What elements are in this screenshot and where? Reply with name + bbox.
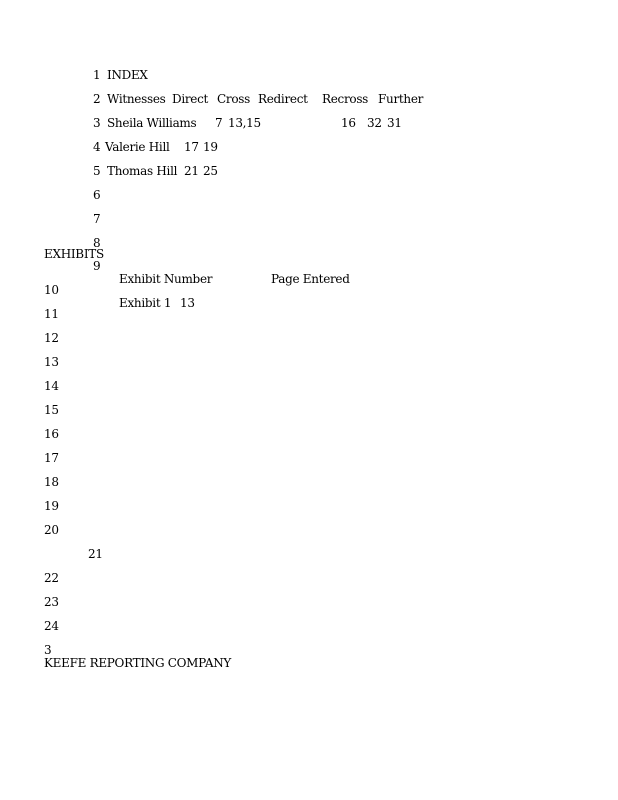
line-number: 5 bbox=[93, 164, 101, 178]
page-number: 3 bbox=[44, 643, 52, 657]
witness-name: Thomas Hill bbox=[107, 164, 178, 178]
line-number: 20 bbox=[44, 523, 59, 537]
line-number: 1 bbox=[93, 68, 101, 82]
column-header-exhibit-number: Exhibit Number bbox=[119, 272, 213, 286]
line-number: 12 bbox=[44, 331, 59, 345]
line-number: 13 bbox=[44, 355, 59, 369]
line-number: 17 bbox=[44, 451, 59, 465]
line-number: 22 bbox=[44, 571, 59, 585]
witness-name: Sheila Williams bbox=[107, 116, 197, 130]
exhibits-title: EXHIBITS bbox=[44, 247, 104, 261]
witness-direct-page: 17 bbox=[184, 140, 199, 154]
column-header-further: Further bbox=[378, 92, 424, 106]
line-number: 4 bbox=[93, 140, 101, 154]
exhibit-label: Exhibit 1 bbox=[119, 296, 172, 310]
witness-recross-page: 32 bbox=[367, 116, 382, 130]
column-header-page-entered: Page Entered bbox=[271, 272, 350, 286]
witness-further-page: 31 bbox=[387, 116, 402, 130]
line-number: 6 bbox=[93, 188, 101, 202]
index-title: INDEX bbox=[107, 68, 148, 82]
line-number: 19 bbox=[44, 499, 59, 513]
line-number: 11 bbox=[44, 307, 59, 321]
line-number: 14 bbox=[44, 379, 59, 393]
witness-name: Valerie Hill bbox=[105, 140, 170, 154]
line-number: 7 bbox=[93, 212, 101, 226]
column-header-witnesses: Witnesses bbox=[107, 92, 166, 106]
line-number: 2 bbox=[93, 92, 101, 106]
line-number: 15 bbox=[44, 403, 59, 417]
witness-direct-page: 21 bbox=[184, 164, 199, 178]
footer-reporter: KEEFE REPORTING COMPANY bbox=[44, 656, 232, 670]
witness-cross-page: 19 bbox=[203, 140, 218, 154]
line-number: 16 bbox=[44, 427, 59, 441]
line-number: 9 bbox=[93, 259, 101, 273]
line-number: 18 bbox=[44, 475, 59, 489]
line-number: 24 bbox=[44, 619, 59, 633]
column-header-redirect: Redirect bbox=[258, 92, 308, 106]
witness-redirect-page: 16 bbox=[341, 116, 356, 130]
exhibit-page: 13 bbox=[180, 296, 195, 310]
line-number: 23 bbox=[44, 595, 59, 609]
column-header-recross: Recross bbox=[322, 92, 369, 106]
column-header-direct: Direct bbox=[172, 92, 209, 106]
witness-cross-page: 25 bbox=[203, 164, 218, 178]
line-number: 21 bbox=[88, 547, 103, 561]
line-number: 8 bbox=[93, 236, 101, 250]
line-number: 10 bbox=[44, 283, 59, 297]
witness-cross-page: 13,15 bbox=[228, 116, 261, 130]
witness-direct-page: 7 bbox=[215, 116, 223, 130]
line-number: 3 bbox=[93, 116, 101, 130]
column-header-cross: Cross bbox=[217, 92, 250, 106]
